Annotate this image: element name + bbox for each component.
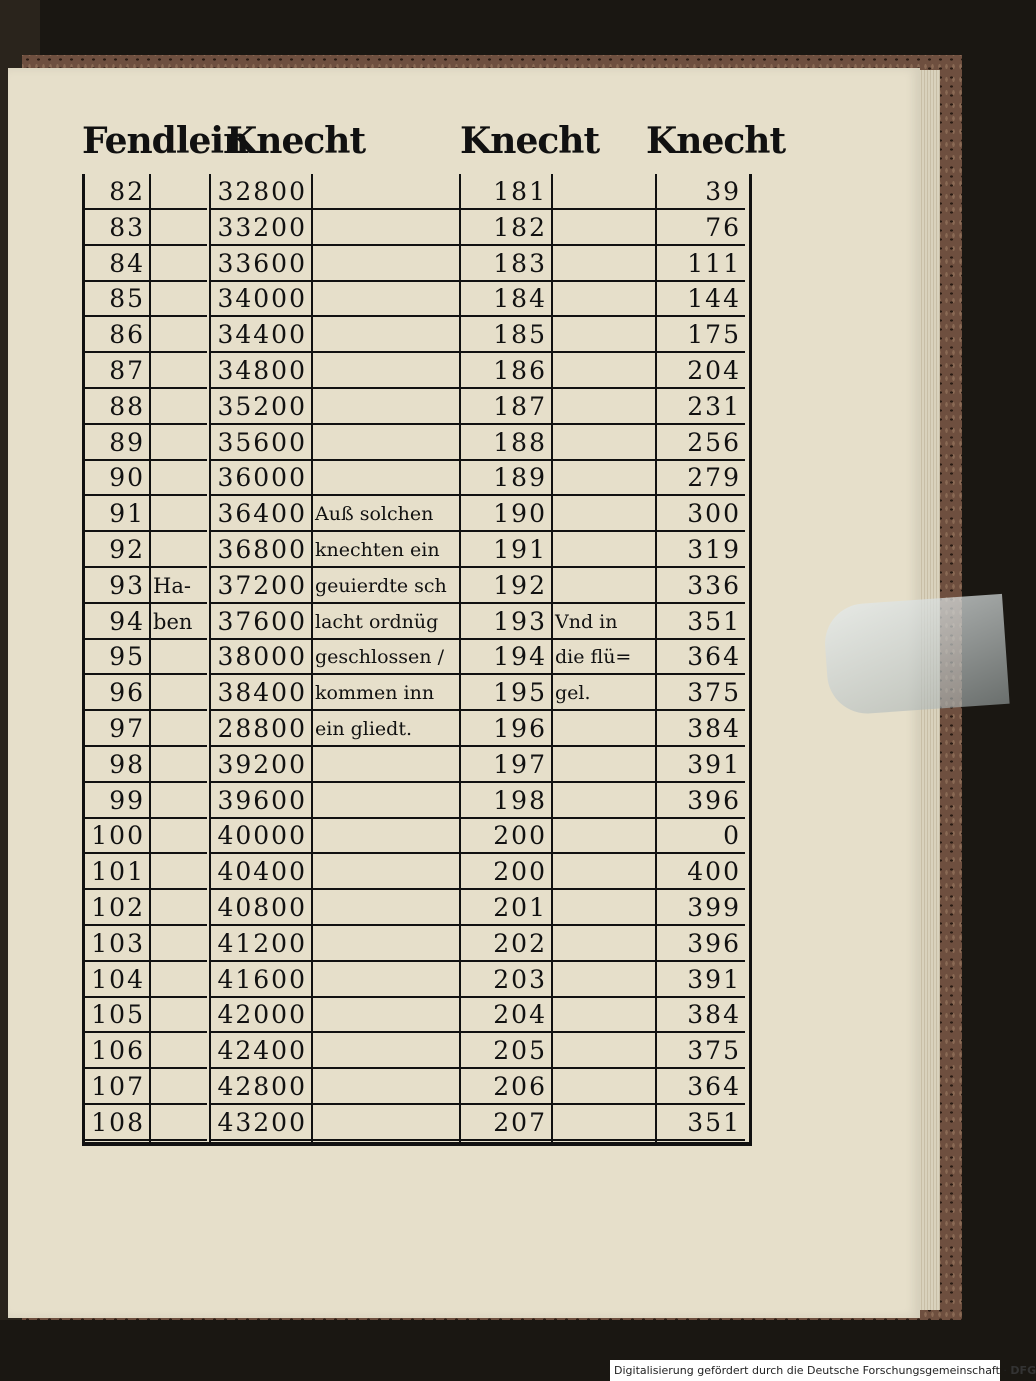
knecht-cell: 34800: [211, 353, 311, 389]
knecht-cell: 39200: [211, 747, 311, 783]
fendlein-cell: 86: [85, 317, 149, 353]
blank-cell: [313, 210, 459, 246]
note-formation-text: Auß solchen: [315, 503, 434, 525]
blank-cell: [313, 1033, 459, 1069]
blank-cell: [151, 962, 207, 998]
blank-cell: [151, 926, 207, 962]
knecht3-cell: 391: [657, 747, 745, 783]
header-fendlein: Fendlein: [82, 120, 249, 162]
fendlein-cell: 106: [85, 1033, 149, 1069]
blank-cell: [313, 425, 459, 461]
fendlein-cell: 88: [85, 389, 149, 425]
knecht-cell: 43200: [211, 1105, 311, 1141]
fendlein-cell: 84: [85, 246, 149, 282]
blank-cell: [553, 210, 655, 246]
fendlein-cell: 102: [85, 890, 149, 926]
knecht-cell: 41600: [211, 962, 311, 998]
knecht2-cell: 200: [461, 818, 551, 854]
knecht2-cell: 197: [461, 747, 551, 783]
blank-cell: [313, 890, 459, 926]
blank-cell: [553, 496, 655, 532]
blank-cell: [151, 425, 207, 461]
knecht3-cell: 364: [657, 1069, 745, 1105]
blank-cell: [151, 639, 207, 675]
blank-cell: [151, 997, 207, 1033]
blank-cell: [313, 281, 459, 317]
blank-cell: [151, 1033, 207, 1069]
fendlein-cell: 85: [85, 281, 149, 317]
knecht2-cell: 204: [461, 997, 551, 1033]
knecht-cell: 38000: [211, 639, 311, 675]
page-clip: [822, 594, 1009, 716]
knecht2-cell: 201: [461, 890, 551, 926]
knecht3-cell: 39: [657, 174, 745, 210]
blank-cell: [151, 353, 207, 389]
knecht3-cell: 351: [657, 1105, 745, 1141]
note-haben: ben: [153, 610, 193, 634]
blank-cell: [553, 747, 655, 783]
fendlein-cell: 83: [85, 210, 149, 246]
fendlein-cell: 105: [85, 997, 149, 1033]
fendlein-cell: 95: [85, 639, 149, 675]
header-knecht-2: Knecht: [460, 120, 600, 162]
knecht-cell: 33600: [211, 246, 311, 282]
blank-cell: [151, 246, 207, 282]
knecht2-cell: 181: [461, 174, 551, 210]
knecht3-cell: 319: [657, 532, 745, 568]
knecht-cell: 42400: [211, 1033, 311, 1069]
header-knecht-3: Knecht: [646, 120, 786, 162]
blank-cell: [151, 281, 207, 317]
blank-cell: [151, 675, 207, 711]
knecht-cell: 42000: [211, 997, 311, 1033]
blank-cell: [553, 962, 655, 998]
blank-cell: [151, 1069, 207, 1105]
blank-cell: [151, 854, 207, 890]
knecht2-cell: 187: [461, 389, 551, 425]
knecht2-cell: 193: [461, 604, 551, 640]
knecht2-cell: 202: [461, 926, 551, 962]
blank-cell: [151, 1105, 207, 1141]
blank-cell: [151, 890, 207, 926]
knecht-cell: 32800: [211, 174, 311, 210]
blank-cell: [553, 246, 655, 282]
knecht3-cell: 375: [657, 1033, 745, 1069]
knecht3-cell: 76: [657, 210, 745, 246]
fendlein-cell: 98: [85, 747, 149, 783]
knecht2-cell: 194: [461, 639, 551, 675]
knecht3-cell: 384: [657, 711, 745, 747]
knecht-cell: 34400: [211, 317, 311, 353]
footer-credit: [610, 1360, 1036, 1381]
blank-cell: [313, 246, 459, 282]
knecht-cell: 39600: [211, 783, 311, 819]
blank-cell: [313, 460, 459, 496]
knecht-cell: 35600: [211, 425, 311, 461]
knecht3-cell: 144: [657, 281, 745, 317]
knecht3-cell: 231: [657, 389, 745, 425]
knecht2-cell: 195: [461, 675, 551, 711]
knecht-cell: 37600: [211, 604, 311, 640]
fendlein-cell: 104: [85, 962, 149, 998]
blank-cell: [151, 747, 207, 783]
blank-cell: [313, 962, 459, 998]
knecht2-cell: 206: [461, 1069, 551, 1105]
blank-cell: [151, 532, 207, 568]
knecht-cell: 34000: [211, 281, 311, 317]
fendlein-cell: 108: [85, 1105, 149, 1141]
knecht2-cell: 196: [461, 711, 551, 747]
blank-cell: [151, 210, 207, 246]
header-knecht-1: Knecht: [226, 120, 366, 162]
note-formation-text: kommen inn: [315, 682, 435, 704]
blank-cell: [151, 460, 207, 496]
knecht2-cell: 192: [461, 568, 551, 604]
note-formation-text: geschlossen /: [315, 646, 444, 668]
blank-cell: [313, 747, 459, 783]
blank-cell: [553, 1033, 655, 1069]
knecht3-cell: 399: [657, 890, 745, 926]
counting-table: [82, 174, 752, 1146]
blank-cell: [553, 783, 655, 819]
blank-cell: [553, 854, 655, 890]
blank-cell: [151, 496, 207, 532]
knecht3-cell: 375: [657, 675, 745, 711]
knecht2-cell: 184: [461, 281, 551, 317]
blank-cell: [313, 783, 459, 819]
blank-cell: [151, 783, 207, 819]
blank-cell: [553, 890, 655, 926]
knecht-cell: 36000: [211, 460, 311, 496]
knecht2-cell: 188: [461, 425, 551, 461]
knecht2-cell: 198: [461, 783, 551, 819]
fendlein-cell: 82: [85, 174, 149, 210]
blank-cell: [553, 174, 655, 210]
knecht2-cell: 207: [461, 1105, 551, 1141]
knecht-cell: 38400: [211, 675, 311, 711]
fendlein-cell: 99: [85, 783, 149, 819]
fendlein-cell: 100: [85, 818, 149, 854]
knecht3-cell: 391: [657, 962, 745, 998]
knecht3-cell: 111: [657, 246, 745, 282]
knecht-cell: 41200: [211, 926, 311, 962]
knecht3-cell: 400: [657, 854, 745, 890]
fendlein-cell: 97: [85, 711, 149, 747]
knecht3-cell: 364: [657, 639, 745, 675]
blank-cell: [553, 460, 655, 496]
knecht-cell: 36800: [211, 532, 311, 568]
fendlein-cell: 101: [85, 854, 149, 890]
fendlein-cell: 90: [85, 460, 149, 496]
knecht3-cell: 336: [657, 568, 745, 604]
blank-cell: [151, 174, 207, 210]
knecht-cell: 28800: [211, 711, 311, 747]
knecht3-cell: 300: [657, 496, 745, 532]
knecht2-cell: 186: [461, 353, 551, 389]
knecht3-cell: 256: [657, 425, 745, 461]
blank-cell: [313, 1105, 459, 1141]
knecht-cell: 42800: [211, 1069, 311, 1105]
knecht2-cell: 189: [461, 460, 551, 496]
knecht-cell: 33200: [211, 210, 311, 246]
fendlein-cell: 103: [85, 926, 149, 962]
knecht-cell: 37200: [211, 568, 311, 604]
note-wings-text: gel.: [555, 682, 591, 704]
blank-cell: [553, 532, 655, 568]
note-wings-text: Vnd in: [555, 611, 618, 633]
blank-cell: [151, 818, 207, 854]
fendlein-cell: 91: [85, 496, 149, 532]
knecht2-cell: 203: [461, 962, 551, 998]
knecht2-cell: 185: [461, 317, 551, 353]
blank-cell: [151, 317, 207, 353]
blank-cell: [553, 1105, 655, 1141]
knecht3-cell: 175: [657, 317, 745, 353]
note-haben: Ha-: [153, 574, 191, 598]
fendlein-cell: 89: [85, 425, 149, 461]
blank-cell: [553, 818, 655, 854]
knecht3-cell: 384: [657, 997, 745, 1033]
knecht2-cell: 190: [461, 496, 551, 532]
blank-cell: [553, 568, 655, 604]
fendlein-cell: 92: [85, 532, 149, 568]
blank-cell: [313, 818, 459, 854]
knecht2-cell: 205: [461, 1033, 551, 1069]
blank-cell: [313, 389, 459, 425]
fendlein-cell: 107: [85, 1069, 149, 1105]
blank-cell: [313, 926, 459, 962]
blank-cell: [553, 711, 655, 747]
blank-cell: [553, 317, 655, 353]
knecht3-cell: 279: [657, 460, 745, 496]
blank-cell: [151, 711, 207, 747]
note-formation-text: geuierdte sch: [315, 575, 447, 597]
note-wings-text: die flü=: [555, 646, 632, 668]
knecht3-cell: 351: [657, 604, 745, 640]
knecht2-cell: 183: [461, 246, 551, 282]
blank-cell: [553, 997, 655, 1033]
blank-cell: [553, 926, 655, 962]
knecht-cell: 40800: [211, 890, 311, 926]
knecht3-cell: 0: [657, 818, 745, 854]
knecht-cell: 40400: [211, 854, 311, 890]
blank-cell: [313, 854, 459, 890]
knecht2-cell: 182: [461, 210, 551, 246]
blank-cell: [553, 1069, 655, 1105]
note-formation-text: lacht ordnüg: [315, 611, 439, 633]
blank-cell: [553, 425, 655, 461]
blank-cell: [151, 389, 207, 425]
knecht3-cell: 204: [657, 353, 745, 389]
fendlein-cell: 87: [85, 353, 149, 389]
blank-cell: [313, 1069, 459, 1105]
blank-cell: [313, 174, 459, 210]
note-formation-text: ein gliedt.: [315, 718, 412, 740]
note-formation-text: knechten ein: [315, 539, 440, 561]
blank-cell: [553, 353, 655, 389]
knecht2-cell: 191: [461, 532, 551, 568]
knecht-cell: 35200: [211, 389, 311, 425]
footer-text: Digitalisierung gefördert durch die Deutsche Forschungsgemeinschaft ·: [614, 1364, 1007, 1377]
dfg-logo: DFG: [1010, 1364, 1036, 1377]
knecht2-cell: 200: [461, 854, 551, 890]
blank-cell: [313, 353, 459, 389]
fendlein-cell: 94: [85, 604, 149, 640]
fendlein-cell: 93: [85, 568, 149, 604]
knecht-cell: 36400: [211, 496, 311, 532]
knecht3-cell: 396: [657, 926, 745, 962]
blank-cell: [553, 389, 655, 425]
blank-cell: [313, 317, 459, 353]
blank-cell: [553, 281, 655, 317]
blank-cell: [313, 997, 459, 1033]
knecht-cell: 40000: [211, 818, 311, 854]
knecht3-cell: 396: [657, 783, 745, 819]
fendlein-cell: 96: [85, 675, 149, 711]
